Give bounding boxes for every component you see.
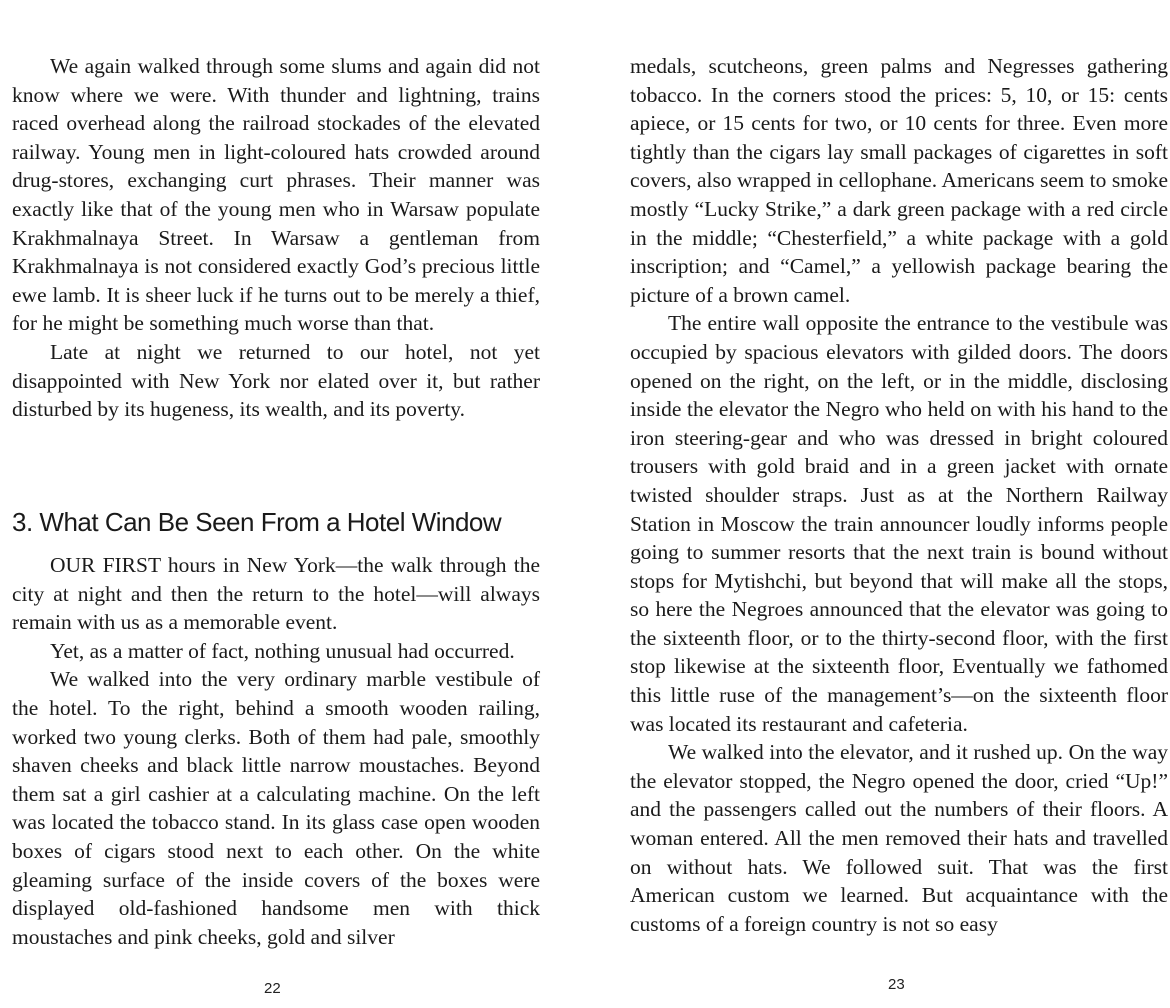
left-page	[12, 0, 540, 1008]
paragraph-vestibule: We walked into the very ordinary marble vestibule of the hotel. To the right, behind a smooth wooden railing, worked two young clerks. Both of them had pale, smoothly shaven cheeks and black little narrow moustaches. Beyond them sat a girl cashier at a calculating machine. On the left was located the tobacco stand. In its glass case open wooden boxes of cigars stood next to each other. On the white gleaming surface of the inside covers of the boxes were displayed old-fashioned handsome men with thick moustaches and pink cheeks, gold and silver	[12, 667, 540, 949]
left-top-text	[12, 52, 540, 424]
paragraph-elevators: The entire wall opposite the entrance to the vestibule was occupied by spacious elevators with gilded doors. The doors opened on the right, on the left, or in the middle, disclosing inside the elevator the Negro who held on with his hand to the iron steering-gear and who was dressed in bright coloured trousers with gold braid and in a green jacket with ornate twisted shoulder straps. Just as at the Northern Railway Station in Moscow the train announcer loudly informs people going to summer resorts that the next train is bound without stops for Mytishchi, but beyond that will make all the stops, so here the Negroes announced that the elevator was going to the sixteenth floor, or to the thirty-second floor, with the first stop likewise at the sixteenth floor, Eventually we fathomed this little ruse of the management’s—on the sixteenth floor was located its restaurant and cafeteria.	[630, 311, 1168, 736]
paragraph-first-hours: OUR FIRST hours in New York—the walk through the city at night and then the return to the hotel—will always remain with us as a memorable event.	[12, 553, 540, 635]
chapter-heading: 3. What Can Be Seen From a Hotel Window	[12, 507, 502, 537]
paragraph-slums: We again walked through some slums and again did not know where we were. With thunder and lightning, trains raced overhead along the railroad stockades of the elevated railway. Young men in light-coloured hats crowded around drug-stores, exchanging curt phrases. Their manner was exactly like that of the young men who in Warsaw populate Krakhmalnaya Street. In Warsaw a gentleman from Krakhmalnaya is not considered exactly God’s precious little ewe lamb. It is sheer luck if he turns out to be merely a thief, for he might be something much worse than that.	[12, 54, 540, 336]
paragraph-continuation: medals, scutcheons, green palms and Negresses gathering tobacco. In the corners stood the prices: 5, 10, or 15: cents apiece, or 15 cents for two, or 10 cents for three. Even more tightly than the cigars lay small packages of cigarettes in soft covers, also wrapped in cellophane. Americans seem to smoke mostly “Lucky Strike,” a dark green package with a red circle in the middle; “Chesterfield,” a white package with a gold inscription; and “Camel,” a yellowish package bearing the picture of a brown camel.	[630, 54, 1168, 307]
paragraph-nothing-unusual: Yet, as a matter of fact, nothing unusual had occurred.	[50, 638, 515, 663]
right-page	[630, 0, 1168, 1008]
right-text	[630, 52, 1168, 938]
page-number-left: 22	[264, 980, 281, 997]
paragraph-return-hotel: Late at night we returned to our hotel, not yet disappointed with New York nor elated over it, but rather disturbed by its hugeness, its wealth, and its poverty.	[12, 339, 540, 422]
page-number-right: 23	[888, 976, 905, 993]
left-section-text	[12, 551, 540, 951]
paragraph-elevator-ride: We walked into the elevator, and it rushed up. On the way the elevator stopped, the Negro opened the door, cried “Up!” and the passengers called out the numbers of their floors. A woman entered. All the men removed their hats and travelled on without hats. We followed suit. That was the first American custom we learned. But acquaintance with the customs of a foreign country is not so easy	[630, 740, 1168, 936]
